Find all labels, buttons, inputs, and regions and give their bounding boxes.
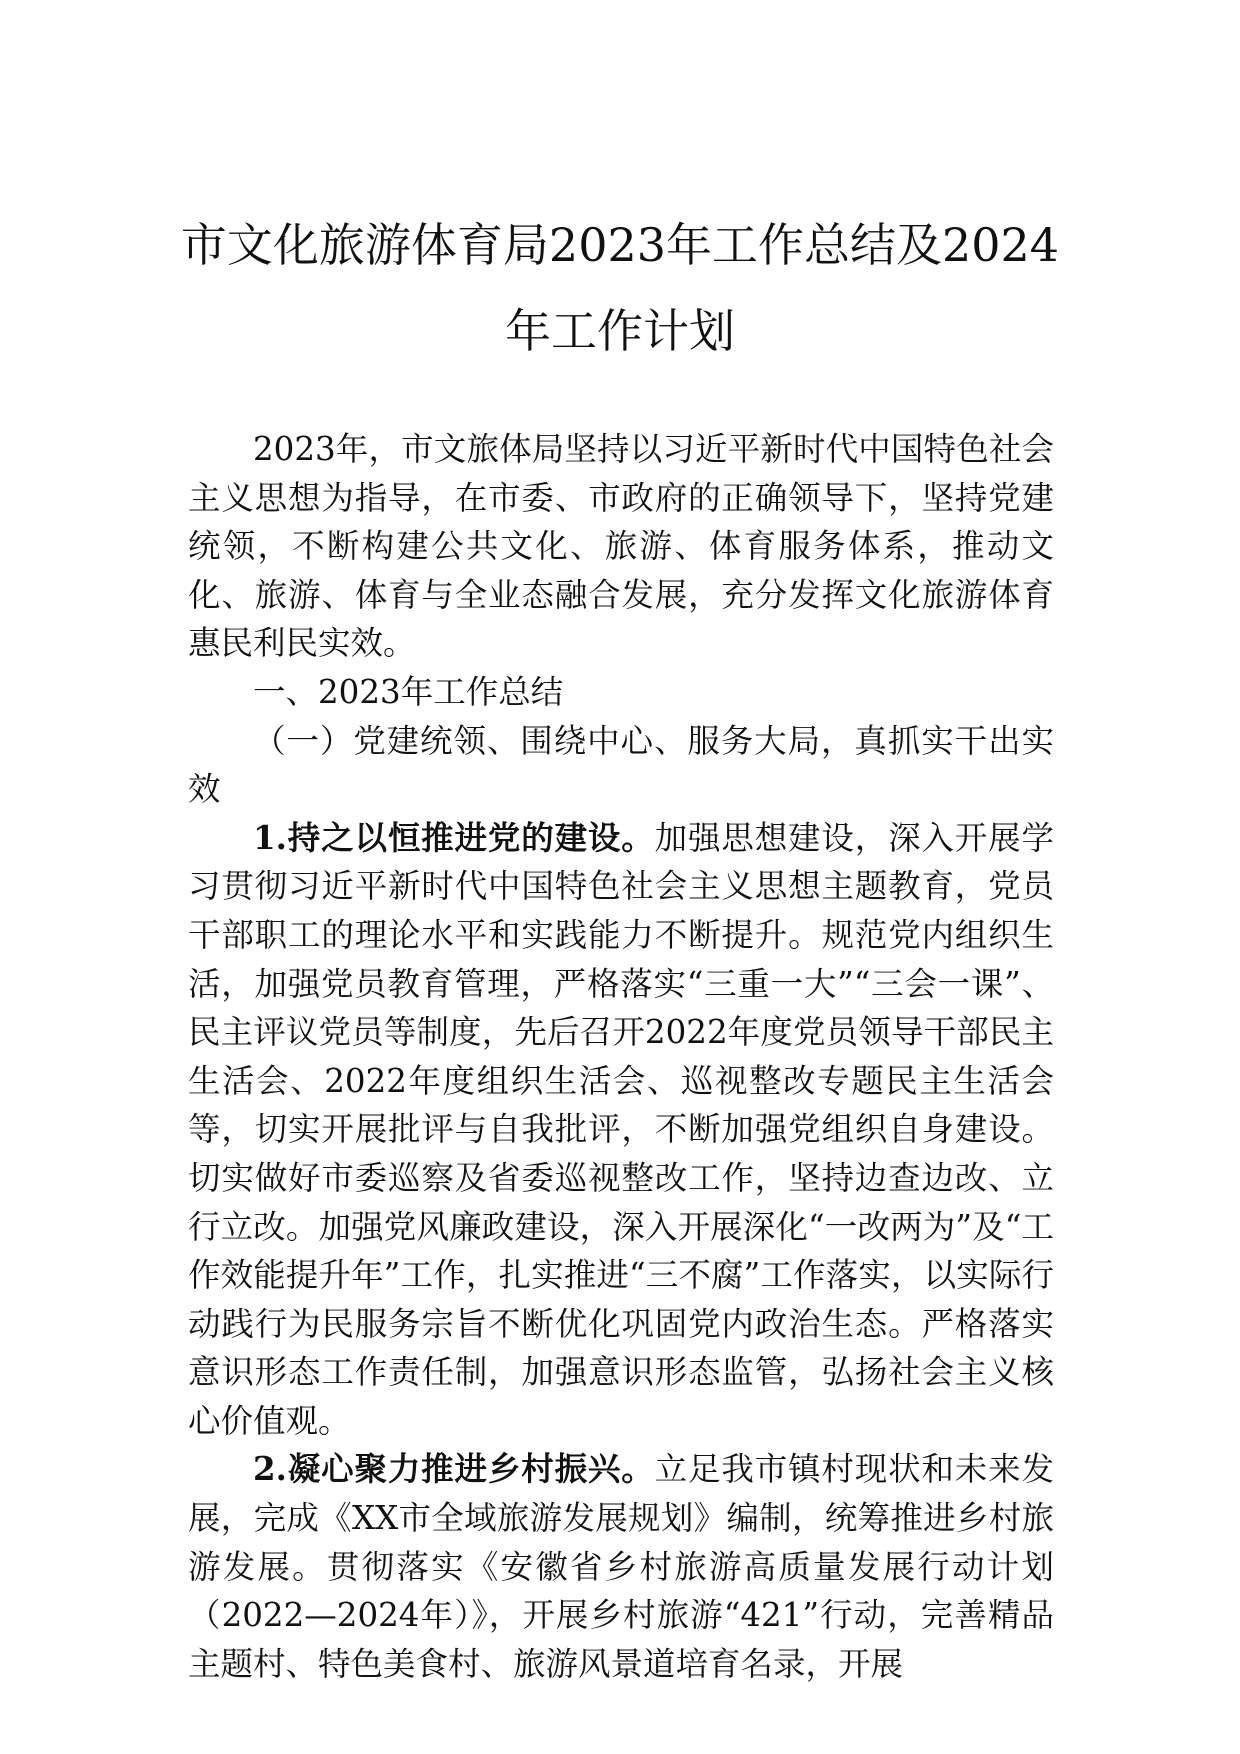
document-title-line-2: 年工作计划 [505, 304, 735, 358]
document-body [188, 425, 1054, 1688]
document-title-line-1: 市文化旅游体育局2023年工作总结及2024 [180, 218, 1060, 272]
item-1-paragraph [188, 814, 1054, 1446]
subsection-heading: （一）党建统领、围绕中心、服务大局，真抓实干出实效 [188, 721, 1054, 809]
item-2-text: 立足我市镇村现状和未来发展，完成《XX市全域旅游发展规划》编制，统筹推进乡村旅游发展。贯彻落实《安徽省乡村旅游高质量发展行动计划（2022—2024年）》，开展乡村旅游“421”行动，完善精品主题村、特色美食村、旅游风景道培育名录，开展 [188, 1450, 1054, 1683]
section-heading: 一、2023年工作总结 [253, 672, 564, 711]
item-2-paragraph [188, 1445, 1054, 1688]
intro-paragraph: 2023年，市文旅体局坚持以习近平新时代中国特色社会主义思想为指导，在市委、市政府的正确领导下，坚持党建统领，不断构建公共文化、旅游、体育服务体系，推动文化、旅游、体育与全业态融合发展，充分发挥文化旅游体育惠民利民实效。 [188, 430, 1054, 663]
item-1-lead: 1.持之以恒推进党的建设。 [253, 817, 655, 857]
item-2-lead: 2.凝心聚力推进乡村振兴。 [253, 1449, 655, 1489]
item-1-text: 加强思想建设，深入开展学习贯彻习近平新时代中国特色社会主义思想主题教育，党员干部职工的理论水平和实践能力不断提升。规范党内组织生活，加强党员教育管理，严格落实“三重一大”“三会一课”、民主评议党员等制度，先后召开2022年度党员领导干部民主生活会、2022年度组织生活会、巡视整改专题民主生活会等，切实开展批评与自我批评，不断加强党组织自身建设。切实做好市委巡察及省委巡视整改工作，坚持边查边改、立行立改。加强党风廉政建设，深入开展深化“一改两为”及“工作效能提升年”工作，扎实推进“三不腐”工作落实，以实际行动践行为民服务宗旨不断优化巩固党内政治生态。严格落实意识形态工作责任制，加强意识形态监管，弘扬社会主义核心价值观。 [188, 818, 1054, 1440]
